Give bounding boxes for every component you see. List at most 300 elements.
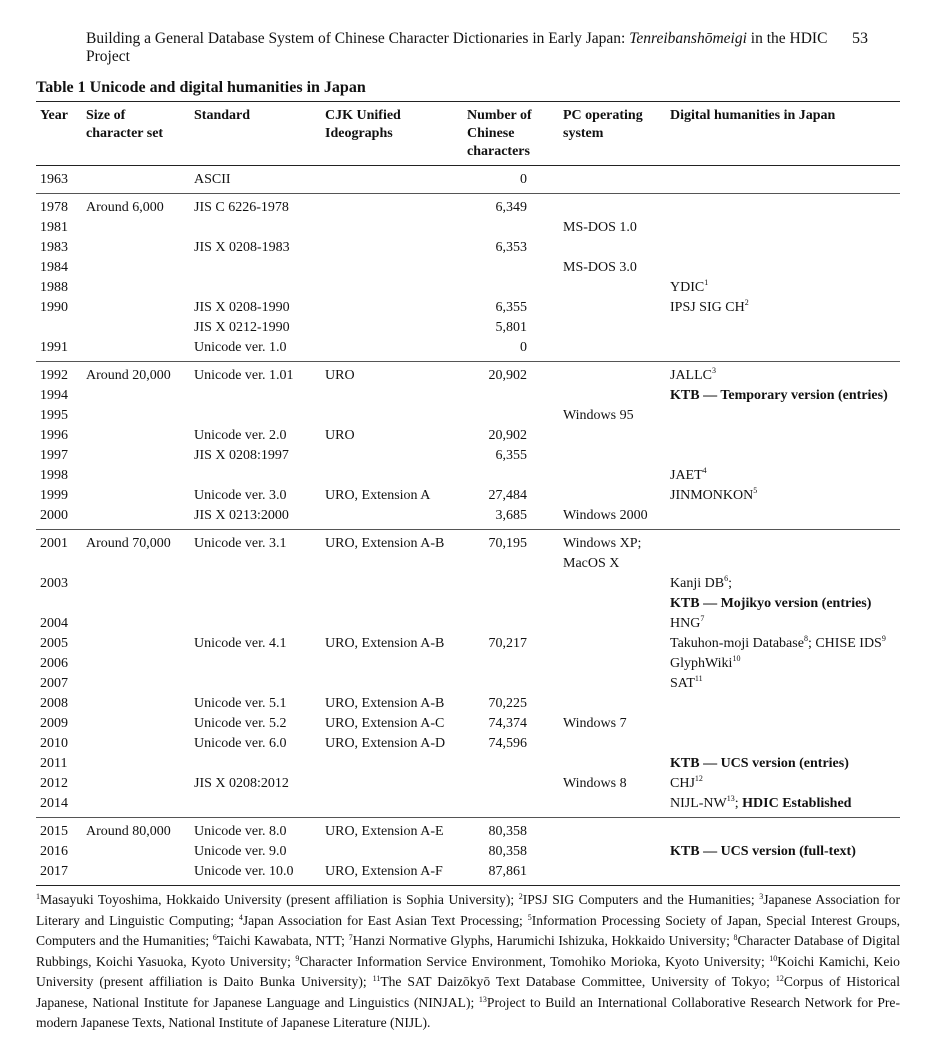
pc-os-cell-line: MacOS X: [563, 556, 620, 571]
row-group: [36, 166, 900, 194]
cjk-cell: [321, 298, 463, 338]
dh-text: JALLC: [670, 368, 712, 383]
size-cell: [82, 734, 190, 754]
size-cell: [82, 258, 190, 278]
year-cell: 1992: [40, 368, 68, 383]
cjk-cell: [321, 338, 463, 362]
pc-os-cell: [559, 278, 666, 298]
number-cell: [463, 258, 559, 278]
number-cell-line: 74,374: [488, 716, 527, 731]
footnote-marker: 1: [704, 278, 709, 287]
digital-humanities-cell: [666, 818, 900, 843]
standard-cell: [190, 754, 321, 774]
pc-os-cell: [559, 194, 666, 219]
standard-cell: [190, 714, 321, 734]
number-cell-line: 6,349: [495, 200, 527, 215]
year-cell: 1963: [36, 166, 82, 194]
pc-os-cell: [559, 506, 666, 530]
standard-cell-line: JIS X 0213:2000: [194, 508, 289, 523]
cjk-cell: [321, 614, 463, 634]
table-row: [36, 862, 900, 886]
number-cell-line: 6,355: [495, 448, 527, 463]
standard-cell: [190, 774, 321, 794]
running-title-italic: Tenreibanshōmeigi: [629, 30, 747, 47]
number-cell-line: 6,355: [495, 300, 527, 315]
standard-cell: [190, 734, 321, 754]
standard-cell: [190, 654, 321, 674]
pc-os-cell: [559, 654, 666, 674]
digital-humanities-cell: [666, 298, 900, 338]
footnote-number: 7: [348, 933, 353, 942]
year-cell: 2003: [40, 576, 68, 591]
standard-cell: [190, 674, 321, 694]
digital-humanities-cell: [666, 258, 900, 278]
table-row: [36, 614, 900, 634]
number-cell-line: 0: [520, 340, 527, 355]
footnote-marker: 11: [694, 674, 703, 683]
cjk-cell: [321, 506, 463, 530]
cjk-cell: [321, 278, 463, 298]
table-row: [36, 258, 900, 278]
footnote-marker: 10: [732, 654, 741, 663]
running-title-suffix: in the HDIC Project: [86, 30, 828, 65]
dh-text: JAET: [670, 468, 703, 483]
cjk-cell: [321, 794, 463, 818]
cjk-cell: [321, 386, 463, 406]
table-row: [36, 674, 900, 694]
table-and-footnotes: [36, 101, 900, 1034]
digital-humanities-cell: [666, 386, 900, 406]
dh-line: [670, 774, 896, 794]
number-cell: [463, 298, 559, 338]
pc-os-cell: [559, 258, 666, 278]
number-cell: [463, 774, 559, 794]
standard-cell: [190, 426, 321, 446]
digital-humanities-cell: [666, 446, 900, 466]
number-cell-line: 80,358: [488, 844, 527, 859]
number-cell: [463, 278, 559, 298]
digital-humanities-cell: [666, 862, 900, 886]
table-row: [36, 426, 900, 446]
table-row: [36, 466, 900, 486]
footnote-text: Hanzi Normative Glyphs, Harumichi Ishizuka, Hokkaido University;: [352, 933, 734, 948]
dh-line: [670, 486, 896, 506]
pc-os-cell: [559, 734, 666, 754]
number-cell-line: 6,353: [495, 240, 527, 255]
size-cell: [82, 278, 190, 298]
table-row: [36, 218, 900, 238]
running-title: [86, 30, 852, 66]
standard-cell-line: Unicode ver. 3.0: [194, 488, 287, 503]
year-cell: 1998: [40, 468, 68, 483]
size-cell: Around 70,000: [86, 536, 171, 551]
digital-humanities-cell: [666, 734, 900, 754]
dh-line: [670, 594, 896, 614]
cjk-cell: [321, 842, 463, 862]
year-cell: 1995: [40, 408, 68, 423]
number-cell: [463, 194, 559, 219]
number-cell: [463, 218, 559, 238]
table-row: [36, 278, 900, 298]
table-row: [36, 734, 900, 754]
year-cell: 1997: [40, 448, 68, 463]
dh-text: SAT: [670, 676, 695, 691]
digital-humanities-cell: [666, 614, 900, 634]
pc-os-cell: [559, 486, 666, 506]
row-group: [36, 530, 900, 818]
number-cell: [463, 166, 559, 194]
footnote-number: 2: [518, 892, 523, 901]
size-cell: [82, 862, 190, 886]
year-cell: 1988: [40, 280, 68, 295]
dh-text: JINMONKON: [670, 488, 754, 503]
header-cjk: CJK Unified Ideographs: [321, 102, 463, 166]
footnote-text: Project to Build an International Collaborative Research Network for Pre-modern Japanese Texts, National Institute of Japanese Literature (NIJL).: [36, 994, 900, 1030]
year-cell: 1994: [40, 388, 68, 403]
year-cell: 2001: [40, 536, 68, 551]
cjk-cell: URO, Extension A: [325, 488, 431, 503]
number-cell-line: 0: [520, 172, 527, 187]
table-row: [36, 194, 900, 219]
footnote-text: Character Database of Digital Rubbings, Koichi Yasuoka, Kyoto University;: [36, 933, 900, 969]
standard-cell-line: JIS C 6226-1978: [194, 200, 289, 215]
pc-os-cell: [559, 238, 666, 258]
year-cell: 2007: [40, 676, 68, 691]
footnote-number: 1: [36, 892, 40, 901]
standard-cell-line: JIS X 0208-1990: [194, 300, 290, 315]
number-cell: [463, 754, 559, 774]
size-cell: [82, 406, 190, 426]
footnote-text: Japanese Association for Literary and Linguistic Computing;: [36, 892, 900, 928]
number-cell: [463, 406, 559, 426]
size-cell: [82, 426, 190, 446]
cjk-cell: URO: [325, 368, 355, 383]
digital-humanities-cell: [666, 194, 900, 219]
size-cell: [82, 674, 190, 694]
row-group: [36, 818, 900, 886]
size-cell: [82, 794, 190, 818]
pc-os-cell: [559, 842, 666, 862]
standard-cell: [190, 574, 321, 614]
dh-text: ;: [728, 576, 732, 591]
cjk-cell: [321, 574, 463, 614]
pc-os-cell: [559, 674, 666, 694]
standard-cell: [190, 446, 321, 466]
year-cell: 2006: [40, 656, 68, 671]
size-cell: [82, 218, 190, 238]
number-cell: [463, 614, 559, 634]
pc-os-cell: [559, 530, 666, 575]
size-cell: [82, 842, 190, 862]
table-row: [36, 634, 900, 654]
cjk-cell: [321, 406, 463, 426]
number-cell: [463, 862, 559, 886]
footnote-marker: 3: [712, 366, 716, 375]
number-cell: [463, 674, 559, 694]
footnote-number: 9: [295, 953, 300, 963]
footnotes: [36, 890, 900, 1034]
number-cell: [463, 794, 559, 818]
size-cell: [82, 714, 190, 734]
footnote-text: Koichi Kamichi, Keio University (present affiliation is Daito Bunka University);: [36, 953, 900, 989]
cjk-cell: URO: [325, 428, 355, 443]
dh-line: [670, 754, 896, 774]
size-cell: [82, 694, 190, 714]
dh-line: [670, 278, 896, 298]
number-cell-line: 20,902: [488, 428, 527, 443]
digital-humanities-cell: [666, 362, 900, 387]
size-cell: Around 80,000: [86, 824, 171, 839]
year-cell: 1991: [36, 338, 82, 362]
dh-text: KTB — UCS version (full-text): [670, 844, 856, 859]
table-row: [36, 298, 900, 338]
dh-text: IPSJ SIG CH: [670, 300, 745, 315]
year-cell: 1999: [40, 488, 68, 503]
size-cell: [82, 634, 190, 654]
number-cell: [463, 634, 559, 654]
cjk-cell: URO, Extension A-D: [325, 736, 446, 751]
pc-os-cell-line: Windows XP;: [563, 536, 642, 551]
number-cell: [463, 338, 559, 362]
footnote-number: 6: [212, 933, 217, 942]
dh-line: [670, 674, 896, 694]
number-cell-line: 70,225: [488, 696, 527, 711]
digital-humanities-cell: [666, 238, 900, 258]
size-cell: [82, 654, 190, 674]
running-head: [86, 30, 900, 66]
standard-cell-line: JIS X 0208-1983: [194, 240, 290, 255]
table-row: [36, 338, 900, 362]
header-number: Number of Chinese characters: [463, 102, 559, 166]
page-number: 53: [852, 30, 868, 47]
number-cell: [463, 486, 559, 506]
digital-humanities-cell: [666, 634, 900, 654]
year-cell: 1981: [40, 220, 68, 235]
digital-humanities-cell: [666, 406, 900, 426]
size-cell: [82, 338, 190, 362]
footnote-text: Japan Association for East Asian Text Processing;: [242, 912, 528, 928]
number-cell: [463, 654, 559, 674]
footnote-number: 5: [527, 912, 532, 922]
number-cell: [463, 426, 559, 446]
size-cell: [82, 446, 190, 466]
cjk-cell: URO, Extension A-B: [325, 636, 445, 651]
number-cell: [463, 714, 559, 734]
footnote-number: 11: [372, 974, 381, 983]
digital-humanities-cell: [666, 842, 900, 862]
year-cell: 2008: [40, 696, 68, 711]
footnote-number: 10: [769, 953, 778, 963]
standard-cell: [190, 338, 321, 362]
size-cell: [82, 298, 190, 338]
pc-os-cell: [559, 446, 666, 466]
table-row: [36, 574, 900, 614]
standard-cell-line: JIS X 0208:1997: [194, 448, 289, 463]
standard-cell: [190, 386, 321, 406]
footnote-text: Character Information Service Environment, Tomohiko Morioka, Kyoto University;: [299, 953, 770, 969]
table-row: [36, 714, 900, 734]
cjk-cell: URO, Extension A-F: [321, 862, 463, 886]
standard-cell: [190, 862, 321, 886]
number-cell-line: 80,358: [488, 824, 527, 839]
standard-cell: [190, 278, 321, 298]
size-cell: [82, 754, 190, 774]
dh-text: KTB — Temporary version (entries): [670, 388, 888, 403]
footnote-text: Masayuki Toyoshima, Hokkaido University (present affiliation is Sophia University);: [40, 892, 519, 907]
digital-humanities-cell: [666, 530, 900, 575]
year-cell: 2014: [36, 794, 82, 818]
table-row: [36, 406, 900, 426]
cjk-cell: [321, 674, 463, 694]
pc-os-cell: [559, 574, 666, 614]
size-cell: [82, 386, 190, 406]
standard-cell-line: Unicode ver. 5.2: [194, 716, 287, 731]
year-cell: 2011: [40, 756, 68, 771]
footnote-text: Taichi Kawabata, NTT;: [216, 933, 349, 948]
standard-cell: [190, 530, 321, 575]
pc-os-cell: [559, 754, 666, 774]
pc-os-cell: [559, 614, 666, 634]
number-cell: [463, 842, 559, 862]
digital-humanities-cell: [666, 466, 900, 486]
size-cell: [82, 166, 190, 194]
digital-humanities-cell: [666, 694, 900, 714]
header-size: Size of character set: [82, 102, 190, 166]
size-cell: [82, 506, 190, 530]
pc-os-cell-line: Windows 8: [563, 776, 627, 791]
year-cell: 1983: [40, 240, 68, 255]
pc-os-cell: [559, 338, 666, 362]
number-cell: [463, 734, 559, 754]
number-cell: [463, 574, 559, 614]
number-cell-line: 20,902: [488, 368, 527, 383]
footnote-marker: 12: [694, 774, 703, 783]
size-cell: [82, 574, 190, 614]
footnote-marker: 4: [702, 466, 707, 475]
standard-cell: [190, 218, 321, 238]
table-row: [36, 530, 900, 575]
table-row: [36, 754, 900, 774]
dh-text: ; CHISE IDS: [807, 636, 882, 651]
dh-text: ;: [734, 796, 743, 811]
cjk-cell: [321, 238, 463, 258]
number-cell: [463, 386, 559, 406]
footnote-marker: 9: [881, 634, 886, 643]
digital-humanities-cell: [666, 714, 900, 734]
footnote-number: 12: [775, 974, 784, 983]
running-title-prefix: Building a General Database System of Chinese Character Dictionaries in Early Japan:: [86, 30, 630, 47]
standard-cell-line: JIS X 0212-1990: [194, 320, 290, 335]
standard-cell-line: Unicode ver. 1.0: [194, 340, 287, 355]
year-cell: 2009: [40, 716, 68, 731]
table-row: [36, 794, 900, 818]
number-cell: [463, 694, 559, 714]
standard-cell: [190, 818, 321, 843]
cjk-cell: URO, Extension A-B: [325, 696, 445, 711]
dh-line: [670, 634, 896, 654]
dh-text: Takuhon-moji Database: [670, 636, 804, 651]
footnote-number: 3: [759, 892, 764, 901]
standard-cell: [190, 258, 321, 278]
cjk-cell: [321, 218, 463, 238]
table-caption: Table 1 Unicode and digital humanities in Japan: [36, 79, 366, 96]
size-cell: [82, 614, 190, 634]
digital-humanities-cell: [666, 794, 900, 818]
standard-cell: [190, 298, 321, 338]
pc-os-cell: [559, 466, 666, 486]
cjk-cell: [321, 446, 463, 466]
digital-humanities-cell: [666, 574, 900, 614]
cjk-cell: URO, Extension A-C: [325, 716, 445, 731]
footnote-marker: 13: [726, 794, 735, 803]
number-cell-line: 3,685: [495, 508, 527, 523]
pc-os-cell-line: Windows 7: [563, 716, 627, 731]
size-cell: [82, 466, 190, 486]
number-cell-line: 70,195: [488, 536, 527, 551]
standard-cell-line: ASCII: [194, 172, 231, 187]
pc-os-cell-line: MS-DOS 1.0: [563, 220, 637, 235]
standard-cell-line: Unicode ver. 10.0: [194, 864, 294, 879]
footnote-text: IPSJ SIG Computers and the Humanities;: [522, 892, 760, 907]
size-cell: [82, 774, 190, 794]
dh-text: KTB — UCS version (entries): [670, 756, 849, 771]
dh-line: [670, 794, 896, 814]
cjk-cell: [321, 466, 463, 486]
standard-cell: [190, 406, 321, 426]
pc-os-cell: [559, 406, 666, 426]
table-row: [36, 386, 900, 406]
digital-humanities-cell: [666, 338, 900, 362]
standard-cell: [190, 362, 321, 387]
dh-text: Kanji DB: [670, 576, 725, 591]
digital-humanities-cell: [666, 426, 900, 446]
standard-cell: [190, 466, 321, 486]
table-row: [36, 486, 900, 506]
cjk-cell: [321, 754, 463, 774]
standard-cell-line: Unicode ver. 8.0: [194, 824, 287, 839]
pc-os-cell: [559, 298, 666, 338]
row-group: [36, 194, 900, 362]
pc-os-cell: [559, 166, 666, 194]
standard-cell: [190, 614, 321, 634]
year-cell: 2005: [40, 636, 68, 651]
year-cell: 2016: [40, 844, 68, 859]
footnote-number: 8: [733, 933, 738, 942]
number-cell-line: 70,217: [488, 636, 527, 651]
dh-text: KTB — Mojikyo version (entries): [670, 596, 872, 611]
year-cell: 2015: [40, 824, 68, 839]
year-cell: 1978: [40, 200, 68, 215]
number-cell: [463, 238, 559, 258]
standard-cell: [190, 634, 321, 654]
standard-cell-line: Unicode ver. 2.0: [194, 428, 287, 443]
dh-line: [670, 654, 896, 674]
size-cell: [82, 238, 190, 258]
number-cell-line: 5,801: [495, 320, 527, 335]
pc-os-cell: [559, 862, 666, 886]
cjk-cell: [321, 774, 463, 794]
number-cell: [463, 362, 559, 387]
table-row: [36, 446, 900, 466]
number-cell: [463, 818, 559, 843]
pc-os-cell: [559, 386, 666, 406]
digital-humanities-cell: [666, 218, 900, 238]
cjk-cell: [321, 654, 463, 674]
pc-os-cell: [559, 818, 666, 843]
standard-cell-line: Unicode ver. 3.1: [194, 536, 287, 551]
digital-humanities-cell: [666, 486, 900, 506]
header-standard: Standard: [190, 102, 321, 166]
